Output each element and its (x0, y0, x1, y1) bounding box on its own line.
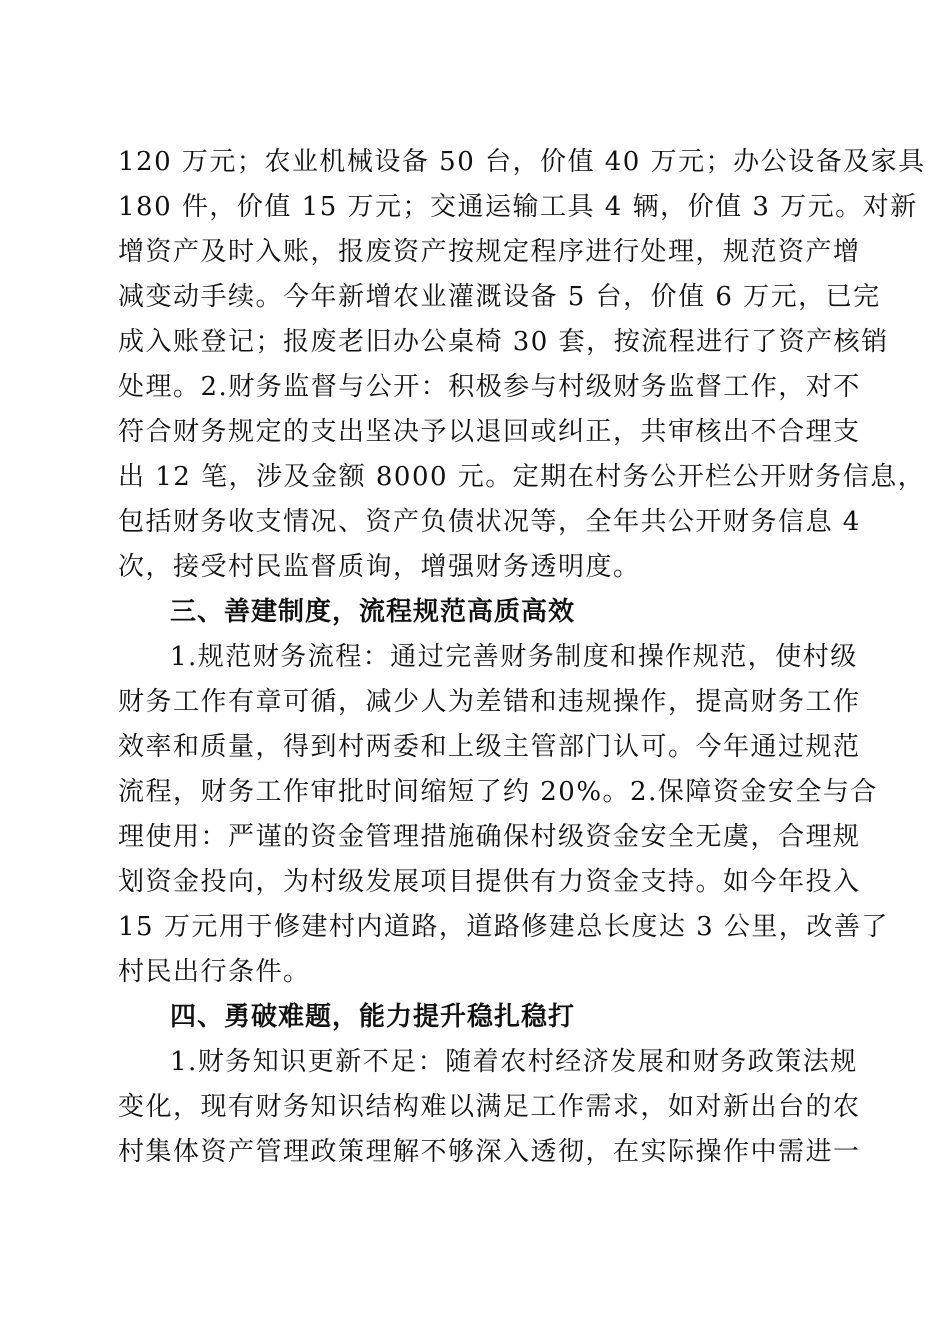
body-line: 成入账登记；报废老旧办公桌椅 30 套，按流程进行了资产核销 (118, 327, 889, 357)
body-line: 包括财务收支情况、资产负债状况等，全年共公开财务信息 4 (118, 507, 861, 537)
paragraph-asset-management (118, 140, 926, 590)
paragraph-section-4 (118, 1040, 861, 1175)
body-line: 符合财务规定的支出坚决予以退回或纠正，共审核出不合理支 (118, 417, 861, 447)
body-line: 处理。2.财务监督与公开：积极参与村级财务监督工作，对不 (118, 372, 861, 402)
section-heading: 四、勇破难题，能力提升稳扎稳打 (170, 1002, 576, 1032)
body-line: 流程，财务工作审批时间缩短了约 20%。2.保障资金安全与合 (118, 777, 878, 807)
body-line: 1.规范财务流程：通过完善财务制度和操作规范，使村级 (170, 642, 858, 672)
paragraph-section-3 (118, 635, 889, 995)
body-line: 增资产及时入账，报废资产按规定程序进行处理，规范资产增 (118, 237, 861, 267)
body-line: 财务工作有章可循，减少人为差错和违规操作，提高财务工作 (118, 687, 861, 717)
section-4-heading (118, 995, 834, 1040)
body-line: 1.财务知识更新不足：随着农村经济发展和财务政策法规 (170, 1047, 858, 1077)
body-line: 次，接受村民监督质询，增强财务透明度。 (118, 552, 641, 582)
body-line: 村民出行条件。 (118, 957, 311, 987)
body-line: 减变动手续。今年新增农业灌溉设备 5 台，价值 6 万元，已完 (118, 282, 881, 312)
body-line: 15 万元用于修建村内道路，道路修建总长度达 3 公里，改善了 (118, 912, 889, 942)
body-line: 理使用：严谨的资金管理措施确保村级资金安全无虞，合理规 (118, 822, 861, 852)
section-3-heading (118, 590, 834, 635)
body-line: 效率和质量，得到村两委和上级主管部门认可。今年通过规范 (118, 732, 861, 762)
body-line: 变化，现有财务知识结构难以满足工作需求，如对新出台的农 (118, 1092, 861, 1122)
body-line: 村集体资产管理政策理解不够深入透彻，在实际操作中需进一 (118, 1137, 861, 1167)
document-body (118, 140, 926, 1175)
body-line: 出 12 笔，涉及金额 8000 元。定期在村务公开栏公开财务信息， (118, 462, 926, 492)
body-line: 划资金投向，为村级发展项目提供有力资金支持。如今年投入 (118, 867, 861, 897)
body-line: 120 万元；农业机械设备 50 台，价值 40 万元；办公设备及家具 (118, 147, 926, 177)
body-line: 180 件，价值 15 万元；交通运输工具 4 辆，价值 3 万元。对新 (118, 192, 918, 222)
section-heading: 三、善建制度，流程规范高质高效 (170, 597, 576, 627)
